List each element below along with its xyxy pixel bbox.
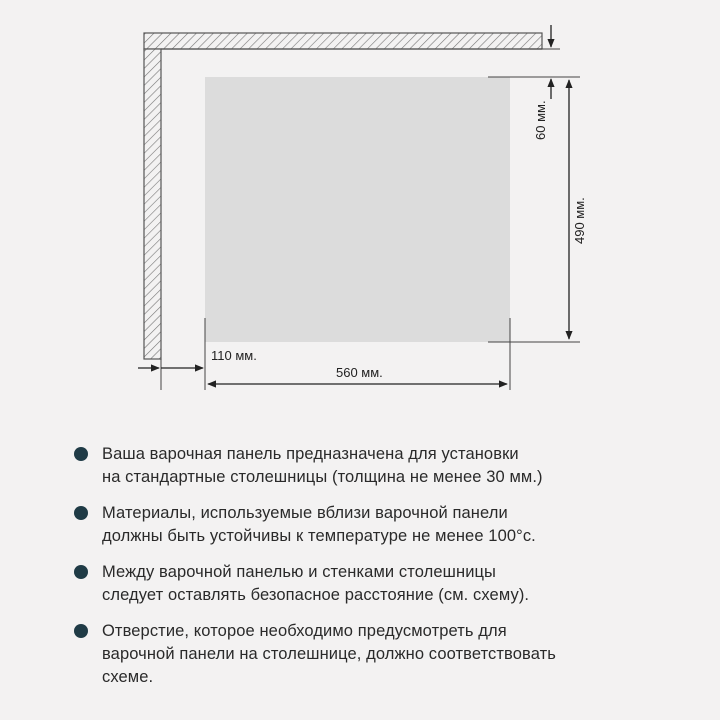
note-item <box>72 502 692 548</box>
note-text: Ваша варочная панель предназначена для установки на стандартные столешницы (толщина не менее 30 мм.) <box>102 445 543 486</box>
note-item <box>72 443 692 489</box>
installation-notes <box>72 443 692 702</box>
top-wall <box>144 33 542 49</box>
dimension-490 <box>569 80 587 339</box>
hob-cutout <box>205 77 510 342</box>
bullet-icon <box>74 506 88 520</box>
label-110mm: 110 мм. <box>211 348 257 363</box>
label-490mm: 490 мм. <box>572 197 587 244</box>
note-text: Между варочной панелью и стенками столешницы следует оставлять безопасное расстояние (см. схему). <box>102 563 530 604</box>
dimension-560 <box>208 365 507 384</box>
left-wall <box>144 49 161 359</box>
label-560mm: 560 мм. <box>336 365 383 380</box>
note-text: Отверстие, которое необходимо предусмотреть для варочной панели на столешнице, должно соответствовать схеме. <box>102 622 556 686</box>
label-60mm: 60 мм. <box>533 100 548 140</box>
note-item <box>72 620 692 689</box>
bullet-icon <box>74 565 88 579</box>
bullet-icon <box>74 624 88 638</box>
note-item <box>72 561 692 607</box>
note-text: Материалы, используемые вблизи варочной панели должны быть устойчивы к температуре не менее 100°с. <box>102 504 536 545</box>
bullet-icon <box>74 447 88 461</box>
